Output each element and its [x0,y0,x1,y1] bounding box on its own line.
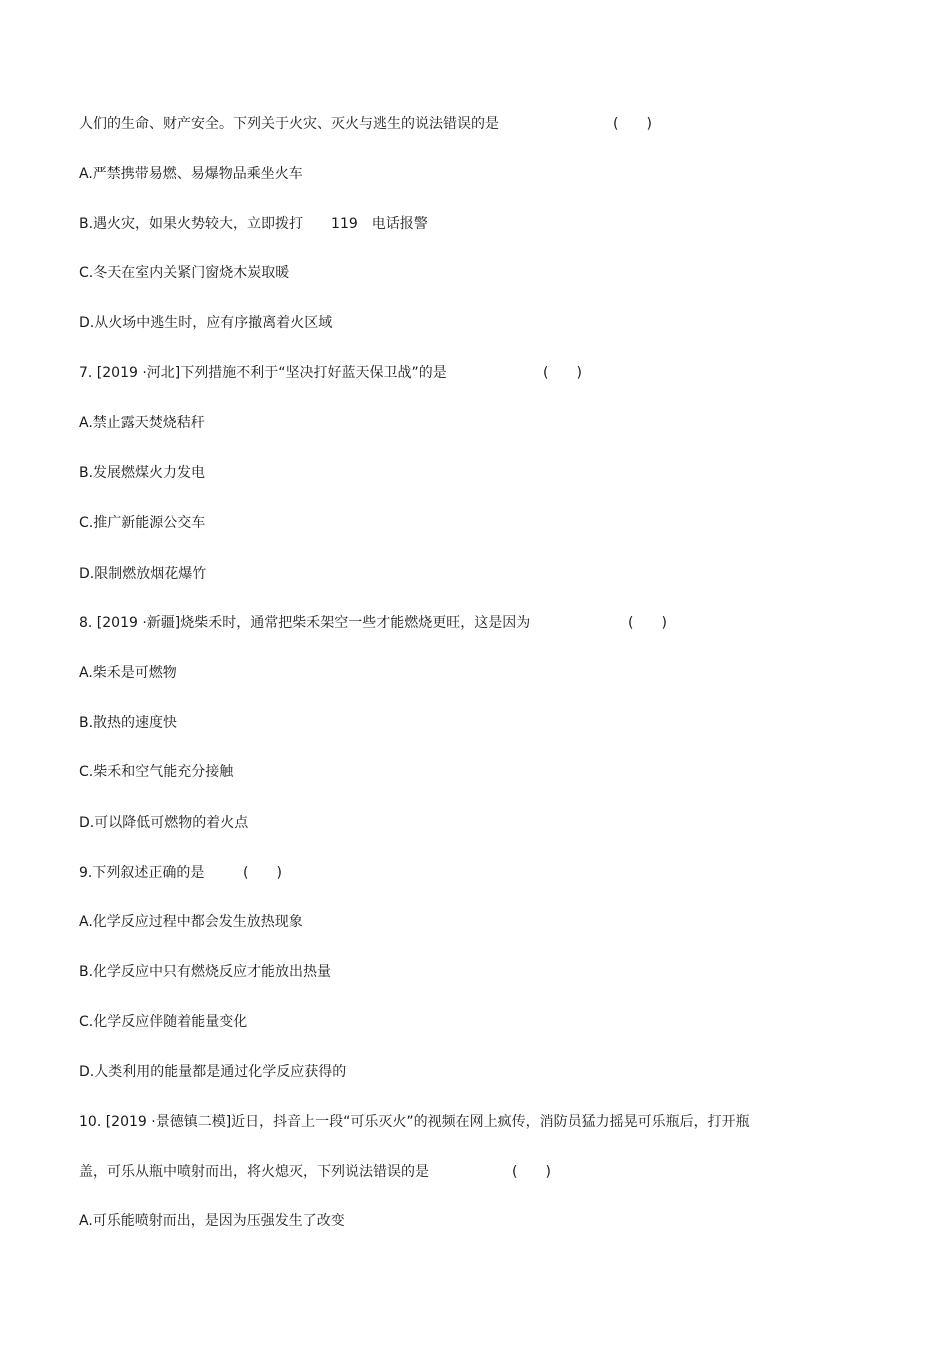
answer-blank-10: ( ) [512,1164,551,1180]
option-8c: C.柴禾和空气能充分接触 [79,764,234,780]
question-6-stem-continuation: 人们的生命、财产安全。下列关于火灾、灭火与逃生的说法错误的是 [79,116,499,132]
option-9d: D.人类利用的能量都是通过化学反应获得的 [79,1064,347,1080]
option-6b: B.遇火灾，如果火势较大，立即拨打 119 电话报警 [79,216,428,232]
option-8d: D.可以降低可燃物的着火点 [79,815,249,831]
question-10-stem-line-1: 10. [2019 ·景德镇二模]近日，抖音上一段“可乐灭火”的视频在网上疯传，消防员猛力摇晃可乐瓶后，打开瓶 [79,1114,750,1130]
option-6a: A.严禁携带易燃、易爆物品乘坐火车 [79,166,303,182]
question-10-stem-line-2: 盖，可乐从瓶中喷射而出，将火熄灭，下列说法错误的是 [79,1164,429,1180]
option-7b: B.发展燃煤火力发电 [79,465,206,481]
question-8-stem: 8. [2019 ·新疆]烧柴禾时，通常把柴禾架空一些才能燃烧更旺，这是因为 [79,615,531,631]
option-7c: C.推广新能源公交车 [79,515,206,531]
option-9b: B.化学反应中只有燃烧反应才能放出热量 [79,964,332,980]
option-8b: B.散热的速度快 [79,715,178,731]
option-8a: A.柴禾是可燃物 [79,665,177,681]
answer-blank-7: ( ) [543,365,582,381]
option-6c: C.冬天在室内关紧门窗烧木炭取暖 [79,265,290,281]
option-7a: A.禁止露天焚烧秸秆 [79,415,205,431]
option-10a: A.可乐能喷射而出，是因为压强发生了改变 [79,1213,345,1229]
answer-blank-6: ( ) [613,116,652,132]
option-6d: D.从火场中逃生时，应有序撤离着火区域 [79,315,333,331]
option-7d: D.限制燃放烟花爆竹 [79,566,207,582]
option-9c: C.化学反应伴随着能量变化 [79,1014,248,1030]
answer-blank-9: ( ) [243,865,282,881]
answer-blank-8: ( ) [628,615,667,631]
option-9a: A.化学反应过程中都会发生放热现象 [79,914,303,930]
question-7-stem: 7. [2019 ·河北]下列措施不利于“坚决打好蓝天保卫战”的是 [79,365,447,381]
question-9-stem: 9.下列叙述正确的是 [79,865,205,881]
